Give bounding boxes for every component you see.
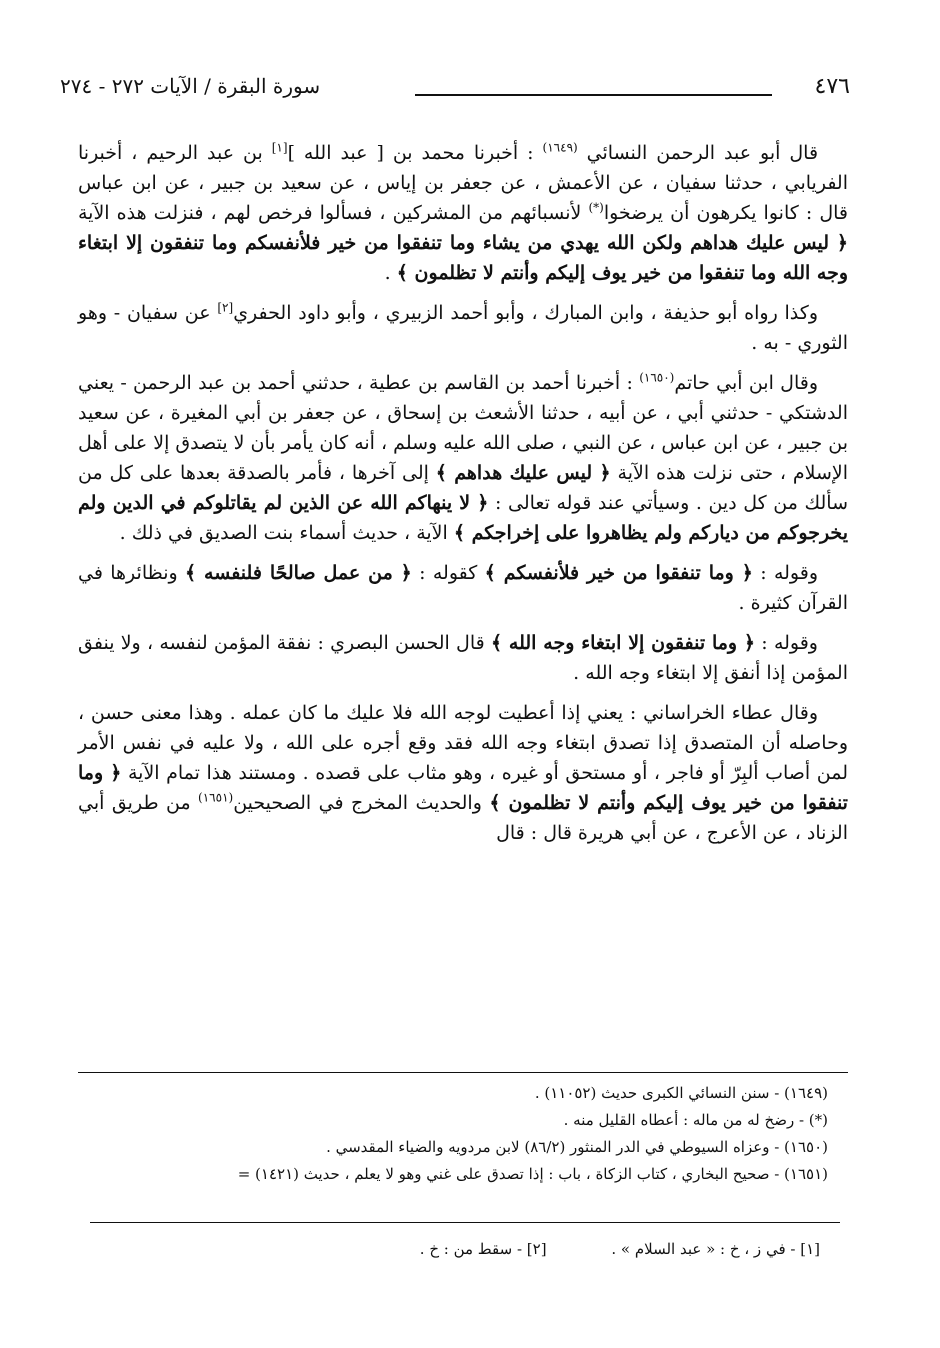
note-ref: [١] (271, 140, 288, 155)
footnote-ref: (*) (588, 200, 604, 215)
page-header (60, 74, 850, 110)
footnote: (١٦٥١) - صحيح البخاري ، كتاب الزكاة ، باب : إذا تصدق على غني وهو لا يعلم ، حديث (١٤٢١) = (237, 1165, 828, 1183)
footnote: (*) - رضخ له من ماله : أعطاه القليل منه . (563, 1111, 828, 1129)
manuscript-note: [٢] - سقط من : خ . (419, 1240, 547, 1258)
footnote-ref: (١٦٥١) (198, 790, 234, 805)
quran-verse: ﴿ وما تنفقوا من خير يوف إليكم وأنتم لا تظلمون ﴾ (78, 762, 848, 814)
quran-verse: ﴿ لا ينهاكم الله عن الذين لم يقاتلوكم في الدين ولم يخرجوكم من دياركم ولم يظاهروا على إخراجكم ﴾ (78, 492, 848, 544)
footnote-ref: (١٦٤٩) (542, 140, 578, 155)
footnotes (78, 1080, 828, 1188)
paragraph-ata: وقال عطاء الخراساني : يعني إذا أعطيت لوجه الله فلا عليك ما كان عمله . وهذا معنى حسن ، وحاصله أن المتصدق إذا تصدق ابتغاء وجه الله فقد وقع أجره على الله ، ولا عليه في نفس الأمر لمن أصاب ألبِرّ أو فاجر ، أو مستحق أو غيره ، وهو مثاب على قصده . ومستند هذا تمام الآية ﴿ وما تنفقوا من خير يوف إليكم وأنتم لا تظلمون ﴾ والحديث المخرج في الصحيحين$^{(١٦٥١)}$ من طريق أبي الزناد ، عن الأعرج ، عن أبي هريرة قال : قال (78, 702, 849, 844)
running-title: سورة البقرة / الآيات ٢٧٢ - ٢٧٤ (60, 74, 321, 98)
paragraph-hasan-basri: وقوله : ﴿ وما تنفقون إلا ابتغاء وجه الله ﴾ قال الحسن البصري : نفقة المؤمن لنفسه ، ولا ينفق المؤمن إذا أنفق إلا ابتغاء وجه الله . (78, 632, 848, 684)
paragraph-nasai: قال أبو عبد الرحمن النسائي $^{(١٦٤٩)}$ : أخبرنا محمد بن [ عبد الله ][١] بن عبد الرحيم ، أخبرنا الفريابي ، حدثنا سفيان ، عن الأعمش ، عن جعفر بن إياس ، عن سعيد بن جبير ، عن ابن عباس قال : كانوا يكرهون أن يرضخوا(*) لأنسبائهم من المشركين ، فسألوا فرخص لهم ، فنزلت هذه الآية ﴿ ليس عليك هداهم ولكن الله يهدي من يشاء وما تنفقوا من خير فلأنفسكم وما تنفقون إلا ابتغاء وجه الله وما تنفقوا من خير يوف إليكم وأنتم لا تظلمون ﴾ . (78, 140, 848, 284)
footnote-ref: (١٦٥٠) (639, 370, 675, 385)
main-text (78, 138, 848, 858)
manuscript-note: [١] - في ز ، خ : « عبد السلام » . (611, 1240, 820, 1258)
quran-verse: ﴿ من عمل صالحًا فلنفسه ﴾ (185, 562, 412, 584)
paragraph-ibn-abi-hatim: وقال ابن أبي حاتم$^{(١٦٥٠)}$ : أخبرنا أحمد بن القاسم بن عطية ، حدثني أحمد بن عبد الرحمن - يعني الدشتكي - حدثني أبي ، عن أبيه ، حدثنا الأشعث بن إسحاق ، عن جعفر بن أبي المغيرة ، عن سعيد بن جبير ، عن ابن عباس ، عن النبي ، صلى الله عليه وسلم ، أنه كان يأمر بأن لا يتصدق إلا على أهل الإسلام ، حتى نزلت هذه الآية ﴿ ليس عليك هداهم ﴾ إلى آخرها ، فأمر بالصدقة بعدها على كل من سألك من كل دين . وسيأتي عند قوله تعالى : ﴿ لا ينهاكم الله عن الذين لم يقاتلوكم في الدين ولم يخرجوكم من دياركم ولم يظاهروا على إخراجكم ﴾ الآية ، حديث أسماء بنت الصديق في ذلك . (78, 370, 849, 544)
paragraph-wa-ma-tunfiqu: وقوله : ﴿ وما تنفقوا من خير فلأنفسكم ﴾ كقوله : ﴿ من عمل صالحًا فلنفسه ﴾ ونظائرها في القرآن كثيرة . (78, 562, 848, 614)
page-number: ٤٧٦ (814, 74, 850, 99)
footnote: (١٦٤٩) - سنن النسائي الكبرى حديث (١١٠٥٢) . (534, 1084, 828, 1102)
manuscript-notes (220, 1236, 820, 1262)
quran-verse: ﴿ ليس عليك هداهم ﴾ (435, 462, 611, 484)
header-rule (415, 94, 772, 96)
quran-verse: ﴿ ليس عليك هداهم ولكن الله يهدي من يشاء وما تنفقوا من خير فلأنفسكم وما تنفقون إلا ابتغاء وجه الله وما تنفقوا من خير يوف إليكم وأنتم لا تظلمون ﴾ (78, 232, 848, 284)
note-ref: [٢] (217, 300, 234, 315)
footnote-divider (78, 1072, 848, 1073)
notes-divider (90, 1222, 840, 1223)
footnote: (١٦٥٠) - وعزاه السيوطي في الدر المنثور (٨٦/٢) لابن مردويه والضياء المقدسي . (326, 1138, 828, 1156)
paragraph-narrators: وكذا رواه أبو حذيفة ، وابن المبارك ، وأبو أحمد الزبيري ، وأبو داود الحفري[٢] عن سفيان - وهو الثوري - به . (78, 300, 848, 354)
quran-verse: ﴿ وما تنفقون إلا ابتغاء وجه الله ﴾ (490, 632, 756, 654)
quran-verse: ﴿ وما تنفقوا من خير فلأنفسكم ﴾ (484, 562, 753, 584)
